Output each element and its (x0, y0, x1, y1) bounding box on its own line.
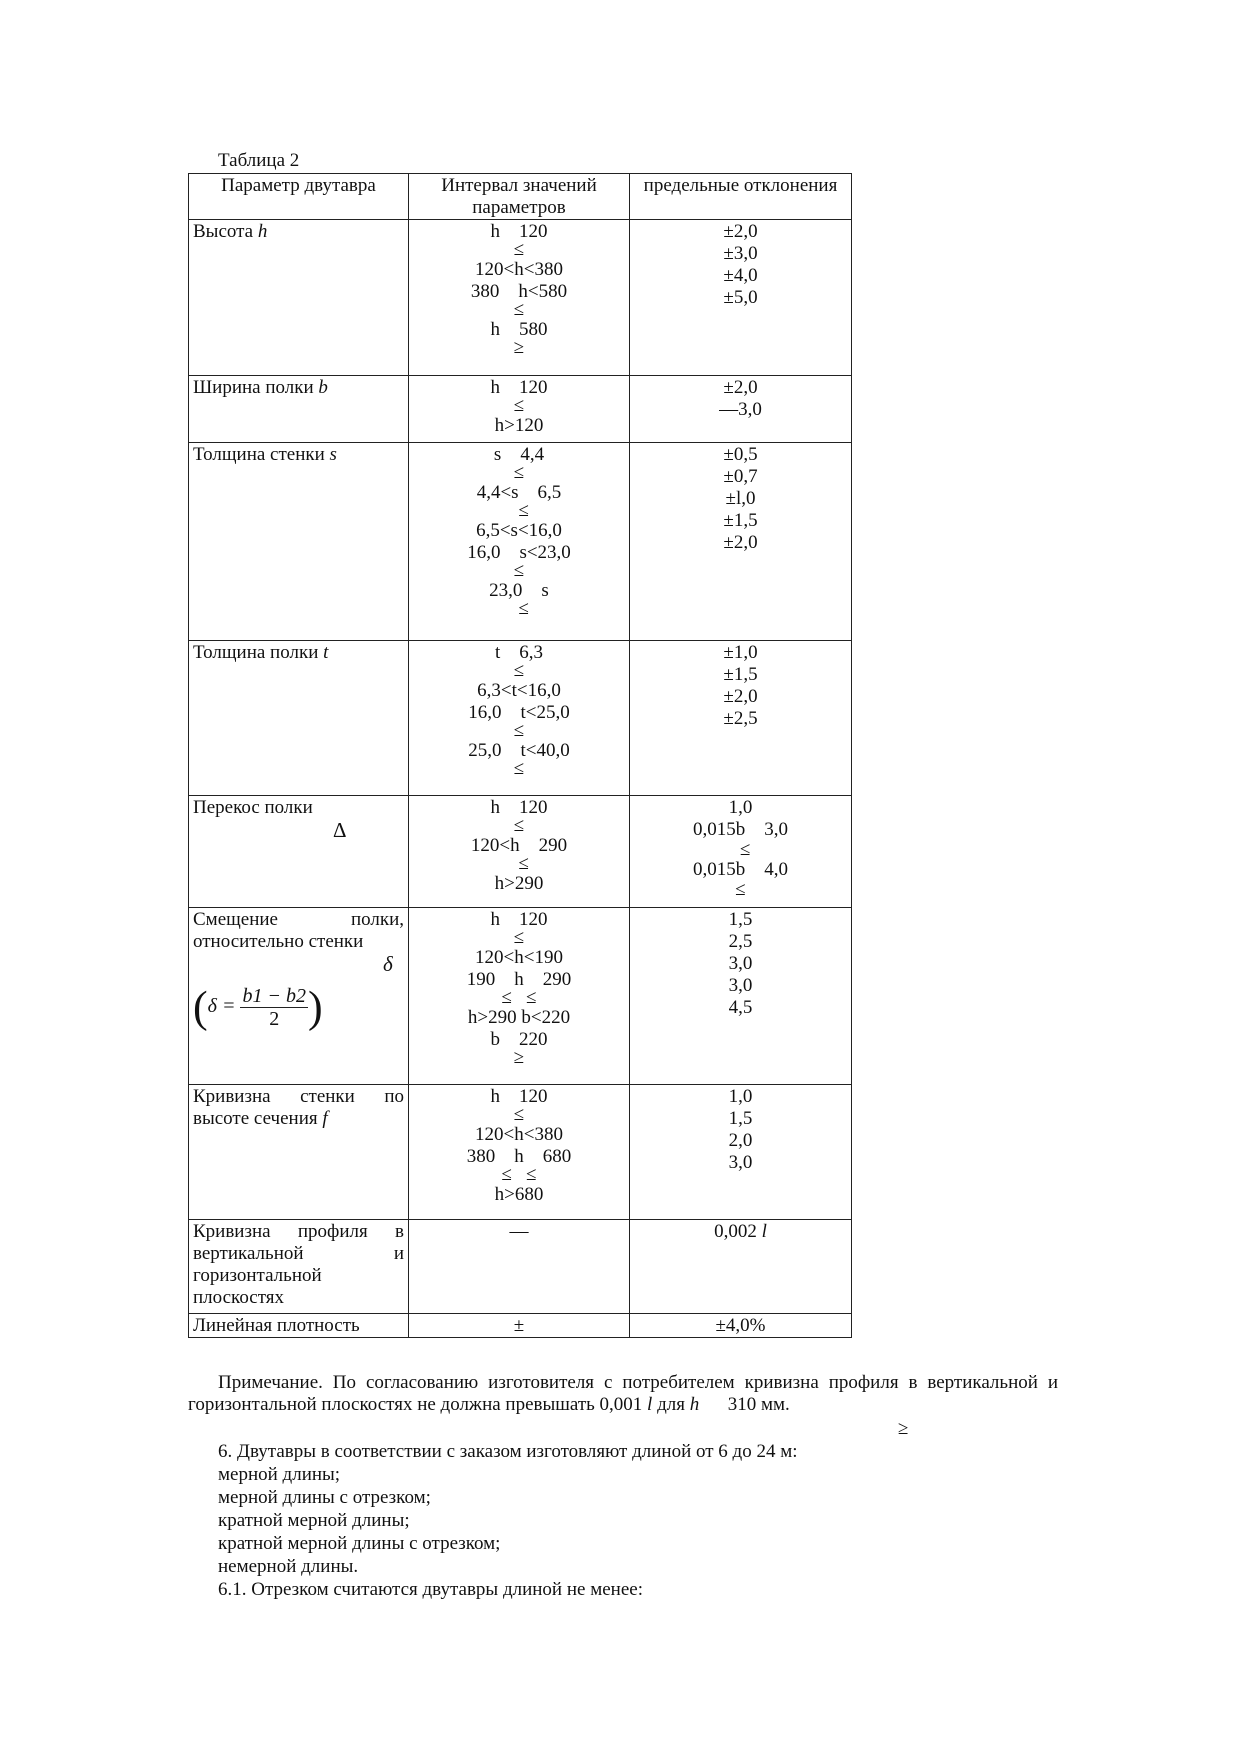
param-text: Толщина полки (193, 642, 324, 663)
interval-line: ≤ (513, 927, 525, 948)
deviation-cell (630, 1085, 852, 1220)
deviation-line: 0,015b 4,0 (693, 859, 788, 880)
interval-line: h>290 (494, 873, 544, 894)
param-text: Ширина полки (193, 377, 319, 398)
interval-line: b 220 (490, 1029, 548, 1050)
interval-line: s 4,4 (493, 444, 545, 465)
table-row (189, 443, 852, 641)
interval-line: 6,5<s<16,0 (476, 520, 562, 541)
param-text: высоте сечения (193, 1108, 323, 1129)
deviation-cell (630, 220, 852, 376)
interval-line: 120<h 290 (470, 835, 568, 856)
param-symbol: δ (383, 952, 393, 976)
deviation-line: 3,0 (728, 1152, 753, 1173)
deviation-line: —3,0 (719, 399, 762, 420)
interval-line: ≤ (513, 720, 525, 741)
interval-line: ≤ (509, 500, 529, 521)
deviation-cell (630, 1314, 852, 1338)
formula-fraction (240, 985, 308, 1030)
deviation-line: 1,0 (728, 1086, 753, 1107)
deviation-line: ±1,5 (723, 664, 758, 685)
deviation-cell (630, 443, 852, 641)
deviation-line: ±2,0 (723, 377, 758, 398)
interval-line: 120<h<380 (475, 259, 563, 280)
interval-line: ≤ (513, 239, 525, 260)
interval-line: h 120 (490, 797, 548, 818)
formula-lhs: δ = (207, 995, 236, 1018)
interval-line: ≤ (509, 598, 529, 619)
deviation-line: ±5,0 (723, 287, 758, 308)
deviation-line: ≤ (730, 839, 751, 860)
paragraph: немерной длины. (218, 1556, 359, 1577)
interval-cell (409, 220, 630, 376)
note-ge-symbol: ≥ (898, 1418, 909, 1439)
interval-line: 16,0 t<25,0 (468, 702, 570, 723)
deviation-line: ≤ (735, 879, 746, 900)
interval-line: h>120 (494, 415, 544, 436)
table-row (189, 641, 852, 796)
deviation-variable: l (761, 1221, 767, 1242)
deviation-line: ±3,0 (723, 243, 758, 264)
interval-line: ≤ ≤ (501, 987, 537, 1008)
deviation-line: ±1,0 (723, 642, 758, 663)
header-interval: Интервал значений параметров (409, 174, 630, 220)
deviation-line: 3,0 (728, 975, 753, 996)
interval-line: ≤ (513, 815, 525, 836)
interval-line: — (509, 1221, 529, 1242)
interval-cell (409, 641, 630, 796)
param-text: Линейная плотность (193, 1315, 360, 1336)
table-row (189, 1085, 852, 1220)
interval-line: 25,0 t<40,0 (468, 740, 570, 761)
table-header-row (189, 174, 852, 220)
param-variable: s (329, 444, 337, 465)
param-cell (189, 796, 409, 908)
param-cell (189, 1085, 409, 1220)
deviation-line: ±2,5 (723, 708, 758, 729)
deviation-line: 3,0 (728, 953, 753, 974)
interval-line: t 6,3 (494, 642, 544, 663)
deviation-line: ±0,5 (723, 444, 758, 465)
param-variable: h (257, 221, 268, 242)
deviation-line: 1,5 (728, 909, 753, 930)
deviation-line: ±2,0 (723, 686, 758, 707)
formula-denominator: 2 (269, 1008, 280, 1030)
interval-line: ≥ (513, 337, 525, 358)
deviation-line: 2,5 (728, 931, 753, 952)
param-text: Толщина стенки (193, 444, 330, 465)
interval-line: ≤ (513, 560, 525, 581)
deviation-line: 4,5 (728, 997, 753, 1018)
deviation-cell (630, 908, 852, 1085)
paragraph: 6. Двутавры в соответствии с заказом изготовляют длиной от 6 до 24 м: (218, 1441, 798, 1462)
interval-line: ≤ ≤ (501, 1164, 537, 1185)
interval-line: 4,4<s 6,5 (476, 482, 562, 503)
interval-line: 380 h 680 (466, 1146, 572, 1167)
interval-line: h>290 b<220 (467, 1007, 571, 1028)
table-row (189, 908, 852, 1085)
deviation-cell (630, 376, 852, 443)
left-paren: ( (193, 982, 208, 1032)
interval-line: h 120 (490, 221, 548, 242)
param-text: Высота (193, 221, 258, 242)
deviation-line: ±1,5 (723, 510, 758, 531)
formula-numerator: b1 − b2 (242, 985, 306, 1007)
interval-line: h 120 (490, 909, 548, 930)
deviation-line: ±l,0 (725, 488, 756, 509)
deviation-line: 1,5 (728, 1108, 753, 1129)
param-text: Перекос полки (193, 797, 313, 818)
interval-line: ± (513, 1315, 525, 1336)
header-parameter: Параметр двутавра (189, 174, 409, 220)
table-row (189, 376, 852, 443)
interval-cell (409, 443, 630, 641)
interval-line: 190 h 290 (466, 969, 572, 990)
interval-line: ≤ (513, 395, 525, 416)
param-text: Кривизна стенки по (193, 1086, 404, 1107)
deviation-cell (630, 641, 852, 796)
table-caption: Таблица 2 (218, 150, 300, 171)
param-variable: f (322, 1108, 328, 1129)
header-deviation: предельные отклонения (630, 174, 852, 220)
interval-line: 16,0 s<23,0 (467, 542, 571, 563)
param-text: Кривизна профиля в (193, 1221, 404, 1242)
interval-line: h 120 (490, 377, 548, 398)
param-text: относительно стенки (193, 931, 364, 952)
interval-cell (409, 1085, 630, 1220)
interval-line: 120<h<380 (475, 1124, 563, 1145)
deviation-line: ±2,0 (723, 221, 758, 242)
deviation-line: ±2,0 (723, 532, 758, 553)
interval-line: ≤ (513, 660, 525, 681)
param-text: плоскостях (193, 1287, 285, 1308)
param-text: Смещение полки, (193, 909, 404, 930)
interval-cell (409, 1314, 630, 1338)
body-paragraphs (218, 1441, 798, 1602)
interval-line: h 580 (490, 319, 548, 340)
right-paren: ) (307, 982, 323, 1032)
interval-line: h 120 (490, 1086, 548, 1107)
deviation-line: ±0,7 (723, 466, 758, 487)
param-cell (189, 641, 409, 796)
interval-line: ≤ (513, 299, 525, 320)
deviation-line: 0,002 (714, 1221, 762, 1242)
interval-line: ≥ (513, 1047, 525, 1068)
interval-cell (409, 908, 630, 1085)
deviation-cell (630, 796, 852, 908)
deviation-line: ±4,0 (723, 265, 758, 286)
param-cell (189, 220, 409, 376)
paragraph: кратной мерной длины; (218, 1510, 410, 1531)
interval-cell (409, 1220, 630, 1314)
paragraph: кратной мерной длины с отрезком; (218, 1533, 501, 1554)
interval-line: 6,3<t<16,0 (477, 680, 561, 701)
deviation-line: 1,0 (728, 797, 753, 818)
table-row (189, 220, 852, 376)
param-text: горизонтальной (193, 1265, 322, 1286)
param-variable: t (323, 642, 329, 663)
paragraph: 6.1. Отрезком считаются двутавры длиной не менее: (218, 1579, 643, 1600)
interval-line: 380 h<580 (470, 281, 568, 302)
table-note: Примечание. По согласованию изготовителя с потребителем кривизна профиля в вертикальной и горизонтальной плоскостях не должна превышать 0,001 l для h 310 мм. (188, 1372, 1058, 1415)
param-symbol: Δ (333, 818, 347, 842)
interval-line: ≤ (513, 462, 525, 483)
param-cell (189, 1314, 409, 1338)
offset-formula (193, 982, 404, 1032)
table-row (189, 1314, 852, 1338)
table-row (189, 1220, 852, 1314)
deviation-line: ±4,0% (715, 1315, 766, 1336)
interval-line: ≤ (509, 853, 529, 874)
param-cell (189, 1220, 409, 1314)
interval-cell (409, 796, 630, 908)
paragraph: мерной длины; (218, 1464, 341, 1485)
interval-line: 120<h<190 (475, 947, 563, 968)
deviation-line: 0,015b 3,0 (693, 819, 788, 840)
param-text: вертикальной и (193, 1243, 404, 1264)
table-row (189, 796, 852, 908)
deviation-line: 2,0 (728, 1130, 753, 1151)
interval-cell (409, 376, 630, 443)
deviation-cell (630, 1220, 852, 1314)
interval-line: 23,0 s (489, 580, 549, 601)
paragraph: мерной длины с отрезком; (218, 1487, 431, 1508)
param-cell (189, 376, 409, 443)
param-cell (189, 443, 409, 641)
interval-line: ≤ (513, 758, 525, 779)
deviations-table (188, 173, 852, 1338)
interval-line: ≤ (513, 1104, 525, 1125)
param-cell (189, 908, 409, 1085)
param-variable: b (318, 377, 328, 398)
interval-line: h>680 (494, 1184, 544, 1205)
